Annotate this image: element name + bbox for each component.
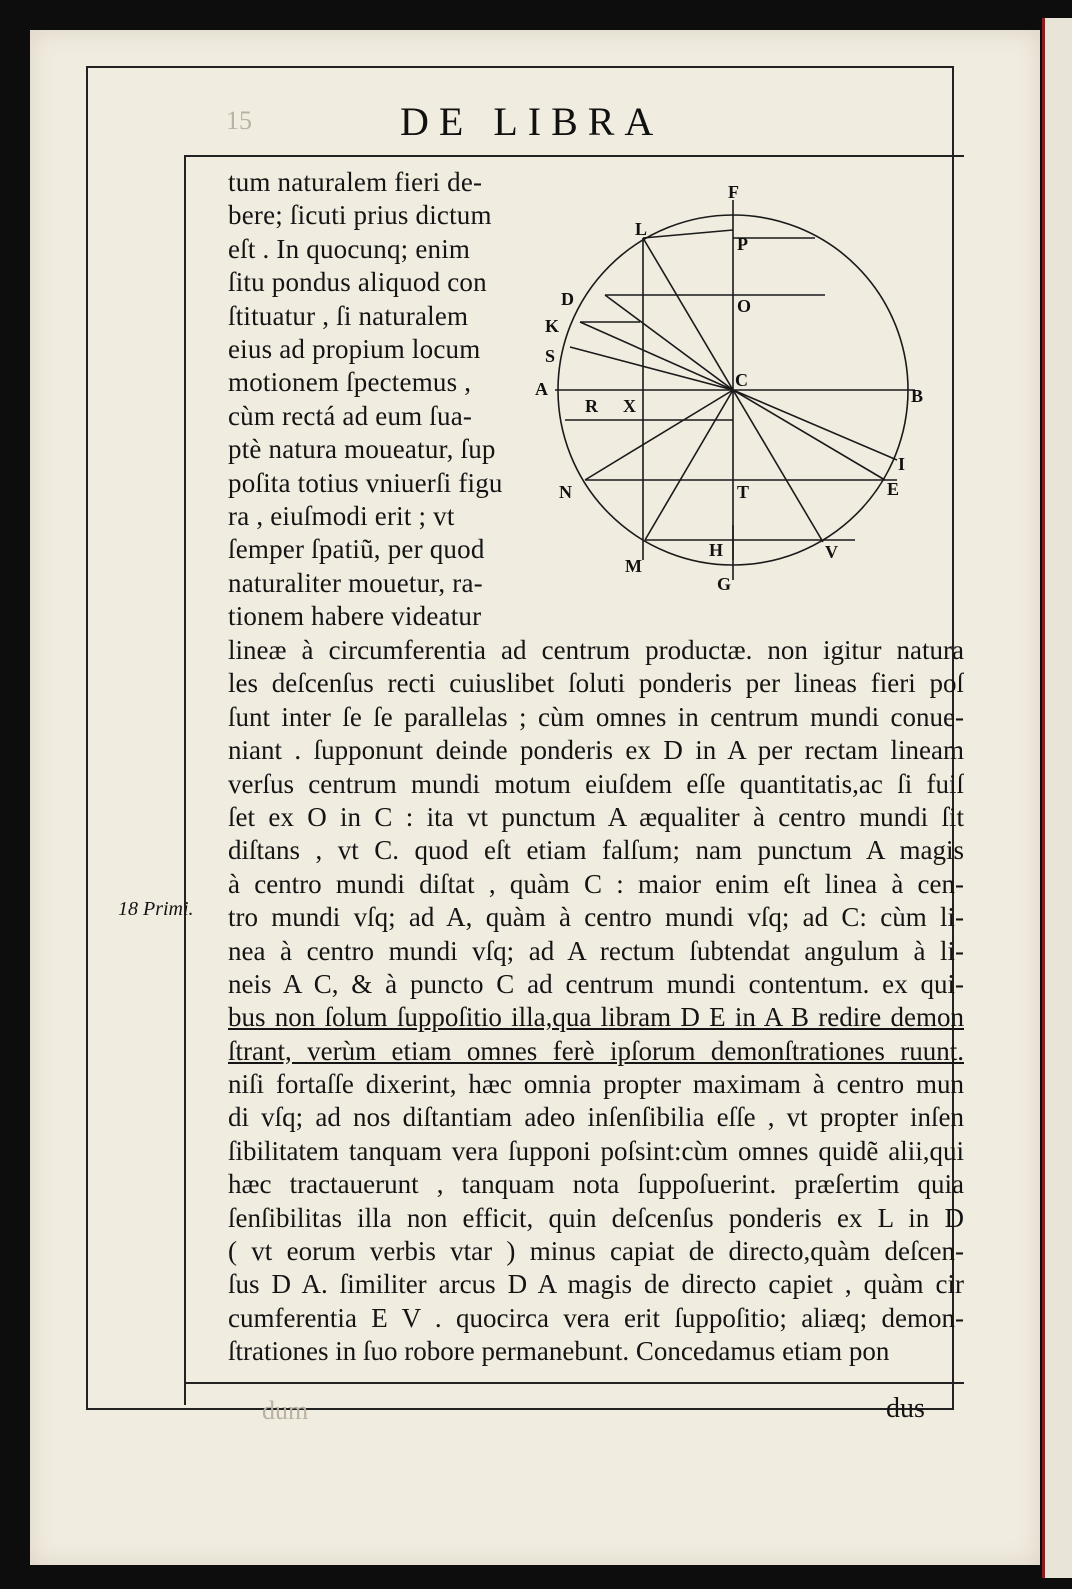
diagram-label-r: R — [585, 396, 598, 416]
diagram-label-p: P — [737, 234, 748, 254]
text-line: neis A C, & à puncto C ad centrum mundi contentum. ex qui- — [228, 968, 964, 999]
text-line: ſibilitatem tanquam vera ſupponi poſsint:cùm omnes quidẽ alii,qui — [228, 1135, 964, 1166]
diagram-line-c-m — [645, 390, 733, 540]
text-line: tro mundi vſq; ad A, quàm à centro mundi vſq; ad C: cùm li- — [228, 902, 964, 933]
text-line: ( vt eorum verbis vtar ) minus capiat de directo,quàm deſcen- — [228, 1236, 964, 1267]
running-head: DE LIBRA — [400, 99, 664, 144]
text-line: nea à centro mundi vſq; ad A rectum ſubtendat angulum à li- — [228, 935, 964, 966]
header-rule — [184, 155, 964, 157]
diagram-label-i: I — [898, 454, 906, 474]
text-line: tionem habere videatur — [228, 601, 482, 632]
facing-page-edge — [1042, 18, 1072, 1578]
diagram-line-c-i — [733, 390, 897, 460]
text-line: cùm rectá ad eum ſua- — [228, 400, 473, 431]
text-line: à centro mundi diſtat , quàm C : maior enim eſt linea à cen- — [228, 868, 964, 899]
diagram-label-c: C — [735, 370, 748, 390]
text-line: ſemper ſpatiũ, per quod — [228, 534, 485, 565]
text-line: eſt . In quocunq; enim — [228, 233, 471, 264]
diagram-label-a: A — [535, 379, 548, 399]
text-line: ſitu pondus aliquod con — [228, 267, 487, 298]
text-line: ptè natura moueatur, ſup — [228, 434, 496, 465]
text-line: ſenſibilitas illa non efficit, quin deſcenſus ponderis ex L in D — [228, 1202, 964, 1233]
diagram-label-o: O — [737, 296, 752, 316]
text-line: ſet ex O in C : ita vt punctum A æqualiter à centro mundi ſit — [228, 801, 964, 832]
diagram-label-s: S — [545, 346, 556, 366]
diagram-label-f: F — [728, 182, 739, 202]
diagram-line-c-e — [733, 390, 885, 480]
text-line: ſtrationes in ſuo robore permanebunt. Concedamus etiam pon — [228, 1336, 890, 1367]
text-line: ſus D A. ſimiliter arcus D A magis de directo capiet , quàm cir — [228, 1269, 964, 1300]
text-line: ſtituatur , ſi naturalem — [228, 300, 469, 331]
catchword: dus — [886, 1393, 925, 1424]
text-line-underlined: ſtrant, verùm etiam omnes ferè ipſorum demonſtrationes ruunt. — [228, 1035, 964, 1066]
text-line-underlined: bus non ſolum ſuppoſitio illa,qua libram D E in A B redire demon — [228, 1002, 964, 1033]
footer-rule — [184, 1382, 964, 1384]
text-line: niſi fortaſſe dixerint, hæc omnia propter maximam à centro mun — [228, 1069, 964, 1100]
text-line: tum naturalem fieri de- — [228, 167, 483, 197]
text-line: cumferentia E V . quocirca vera erit ſuppoſitio; aliæq; demon- — [228, 1302, 964, 1333]
diagram-label-d: D — [561, 289, 574, 309]
diagram-label-n: N — [559, 482, 572, 502]
text-line: niant . ſupponunt deinde ponderis ex D in A per rectam lineam — [228, 735, 964, 766]
diagram-label-v: V — [825, 542, 838, 562]
diagram-label-t: T — [737, 482, 750, 502]
diagram-label-b: B — [911, 386, 924, 406]
text-line: hæc tractauerunt , tanquam nota ſuppoſuerint. præſertim quia — [228, 1169, 964, 1200]
text-line: bere; ſicuti prius dictum — [228, 200, 492, 231]
diagram-label-k: K — [545, 316, 560, 336]
text-line: verſus centrum mundi motum eiuſdem eſſe quantitatis,ac ſi fuiſ — [228, 768, 964, 799]
diagram-label-x: X — [623, 396, 636, 416]
bleed-through-catchword: dum — [262, 1396, 309, 1425]
bleed-through-page-number: 15 — [226, 106, 252, 135]
margin-note: 18 Primi. — [118, 898, 194, 920]
text-line: ra , eiuſmodi erit ; vt — [228, 500, 455, 531]
diagram-label-e: E — [887, 479, 900, 499]
text-line: eius ad propium locum — [228, 333, 481, 364]
circle-diagram — [525, 180, 940, 620]
diagram-label-l: L — [635, 219, 648, 239]
full-width-text-block — [228, 634, 964, 1369]
text-line: di vſq; ad nos diſtantiam adeo inſenſibilia eſſe , vt propter inſen — [228, 1102, 964, 1133]
text-line: naturaliter mouetur, ra- — [228, 567, 483, 598]
text-line: poſita totius vniuerſi figu — [228, 467, 503, 498]
margin-rule — [184, 155, 186, 1405]
narrow-text-block — [228, 166, 506, 633]
text-line: ſunt inter ſe ſe parallelas ; cùm omnes in centrum mundi conue- — [228, 701, 964, 732]
diagram-label-m: M — [625, 556, 642, 576]
diagram-label-h: H — [709, 540, 724, 560]
text-line: motionem ſpectemus , — [228, 367, 472, 398]
text-line: les deſcenſus recti cuiuslibet ſoluti ponderis per lineas fieri poſ — [228, 668, 964, 699]
diagram-label-g: G — [717, 574, 732, 594]
text-line: diſtans , vt C. quod eſt etiam falſum; nam punctum A magis — [228, 835, 964, 866]
text-line: lineæ à circumferentia ad centrum productæ. non igitur natura — [228, 635, 964, 665]
